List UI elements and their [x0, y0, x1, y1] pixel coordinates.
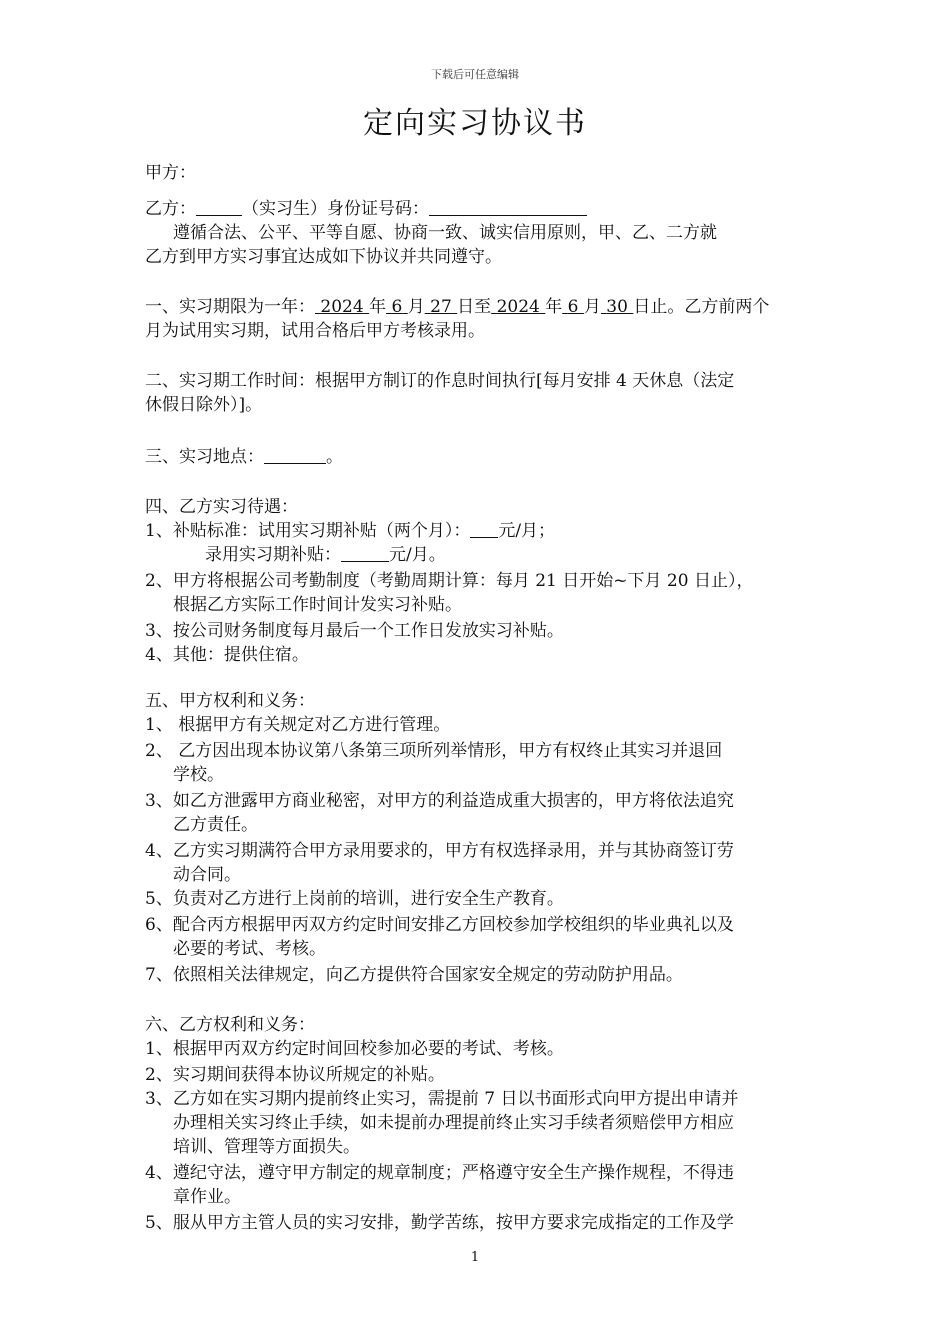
party-a-line: 甲方： [145, 163, 196, 183]
start-day: 27 [430, 297, 452, 317]
section-6-item-1: 1、根据甲丙双方约定时间回校参加必要的考试、考核。 [145, 1039, 564, 1059]
party-b-line [145, 198, 587, 220]
end-year: 2024 [496, 297, 540, 317]
section-4-heading: 四、乙方实习待遇： [145, 497, 298, 517]
location-blank [264, 448, 326, 464]
section-6-item-2: 2、实习期间获得本协议所规定的补贴。 [145, 1065, 445, 1085]
s3-prefix: 三、实习地点： [145, 447, 264, 467]
section-5-item-3-line-1: 3、如乙方泄露甲方商业秘密，对甲方的利益造成重大损害的，甲方将依法追究 [145, 791, 734, 811]
document-title: 定向实习协议书 [363, 106, 587, 141]
section-5-item-7: 7、依照相关法律规定，向乙方提供符合国家安全规定的劳动防护用品。 [145, 965, 683, 985]
end-day: 30 [606, 297, 628, 317]
section-1-line-2: 月为试用实习期，试用合格后甲方考核录用。 [145, 321, 485, 341]
section-6-heading: 六、乙方权利和义务： [145, 1015, 315, 1035]
s1-rizhi: 日至 [457, 297, 492, 317]
section-5-item-3-line-2: 乙方责任。 [173, 815, 258, 835]
section-2-line-1: 二、实习期工作时间：根据甲方制订的作息时间执行[每月安排 4 天休息（法定 [145, 371, 735, 391]
intro-line-1: 遵循合法、公平、平等自愿、协商一致、诚实信用原则，甲、乙、二方就 [173, 223, 717, 243]
start-year: 2024 [320, 297, 364, 317]
section-3-line [145, 446, 343, 468]
s1-nian-1: 年 [369, 297, 387, 317]
section-4-item-3: 3、按公司财务制度每月最后一个工作日发放实习补贴。 [145, 621, 564, 641]
section-2-line-2: 休假日除外）]。 [145, 395, 263, 415]
section-6-item-4-line-1: 4、遵纪守法，遵守甲方制定的规章制度；严格遵守安全生产操作规程，不得违 [145, 1163, 734, 1183]
s4-l1-prefix: 1、补贴标准：试用实习期补贴（两个月）： [145, 521, 471, 541]
s1-end-text: 日止。乙方前两个 [633, 297, 770, 317]
party-b-name-blank [196, 200, 242, 216]
s4-l1b-suffix: 元/月。 [389, 545, 446, 565]
section-5-item-1: 1、 根据甲方有关规定对乙方进行管理。 [145, 715, 451, 735]
s4-l1-suffix: 元/月； [498, 521, 556, 541]
section-4-item-1 [145, 520, 555, 542]
end-month: 6 [567, 297, 579, 317]
s1-nian-2: 年 [545, 297, 563, 317]
section-5-item-2-line-2: 学校。 [173, 765, 224, 785]
section-6-item-3-line-2: 办理相关实习终止手续，如未提前办理提前终止实习手续者须赔偿甲方相应 [173, 1113, 734, 1133]
trial-subsidy-blank [470, 522, 498, 538]
section-5-item-5: 5、负责对乙方进行上岗前的培训，进行安全生产教育。 [145, 889, 564, 909]
section-4-item-4: 4、其他：提供住宿。 [145, 645, 309, 665]
section-6-item-3-line-3: 培训、管理等方面损失。 [173, 1137, 360, 1157]
section-5-item-2-line-1: 2、 乙方因出现本协议第八条第三项所列举情形，甲方有权终止其实习并退回 [145, 741, 723, 761]
section-5-heading: 五、甲方权利和义务： [145, 691, 315, 711]
section-1-line-1 [145, 296, 769, 318]
page-number: 1 [470, 1250, 480, 1265]
section-5-item-6-line-1: 6、配合丙方根据甲丙双方约定时间安排乙方回校参加学校组织的毕业典礼以及 [145, 915, 734, 935]
header-note: 下载后可任意编辑 [431, 68, 519, 81]
section-5-item-4-line-2: 动合同。 [173, 865, 241, 885]
section-6-item-5: 5、服从甲方主管人员的实习安排，勤学苦练，按甲方要求完成指定的工作及学 [145, 1213, 734, 1233]
section-4-item-2-line-2: 根据乙方实际工作时间计发实习补贴。 [173, 595, 462, 615]
party-b-mid: （实习生）身份证号码： [242, 199, 429, 219]
s3-suffix: 。 [326, 447, 343, 467]
intro-line-2: 乙方到甲方实习事宜达成如下协议并共同遵守。 [145, 247, 502, 267]
hired-subsidy-blank [341, 546, 389, 562]
party-b-prefix: 乙方： [145, 199, 196, 219]
s1-yue-2: 月 [583, 297, 601, 317]
s1-prefix: 一、实习期限为一年： [145, 297, 315, 317]
id-number-blank [429, 200, 587, 216]
section-6-item-4-line-2: 章作业。 [173, 1187, 241, 1207]
section-4-item-2-line-1: 2、甲方将根据公司考勤制度（考勤周期计算：每月 21 日开始~下月 20 日止）， [145, 571, 754, 591]
s1-yue-1: 月 [407, 297, 425, 317]
section-5-item-6-line-2: 必要的考试、考核。 [173, 939, 326, 959]
section-6-item-3-line-1: 3、乙方如在实习期内提前终止实习，需提前 7 日以书面形式向甲方提出申请并 [145, 1089, 739, 1109]
start-month: 6 [391, 297, 403, 317]
s4-l1b-prefix: 录用实习期补贴： [205, 545, 341, 565]
section-5-item-4-line-1: 4、乙方实习期满符合甲方录用要求的，甲方有权选择录用，并与其协商签订劳 [145, 841, 734, 861]
section-4-item-1b [205, 544, 446, 566]
